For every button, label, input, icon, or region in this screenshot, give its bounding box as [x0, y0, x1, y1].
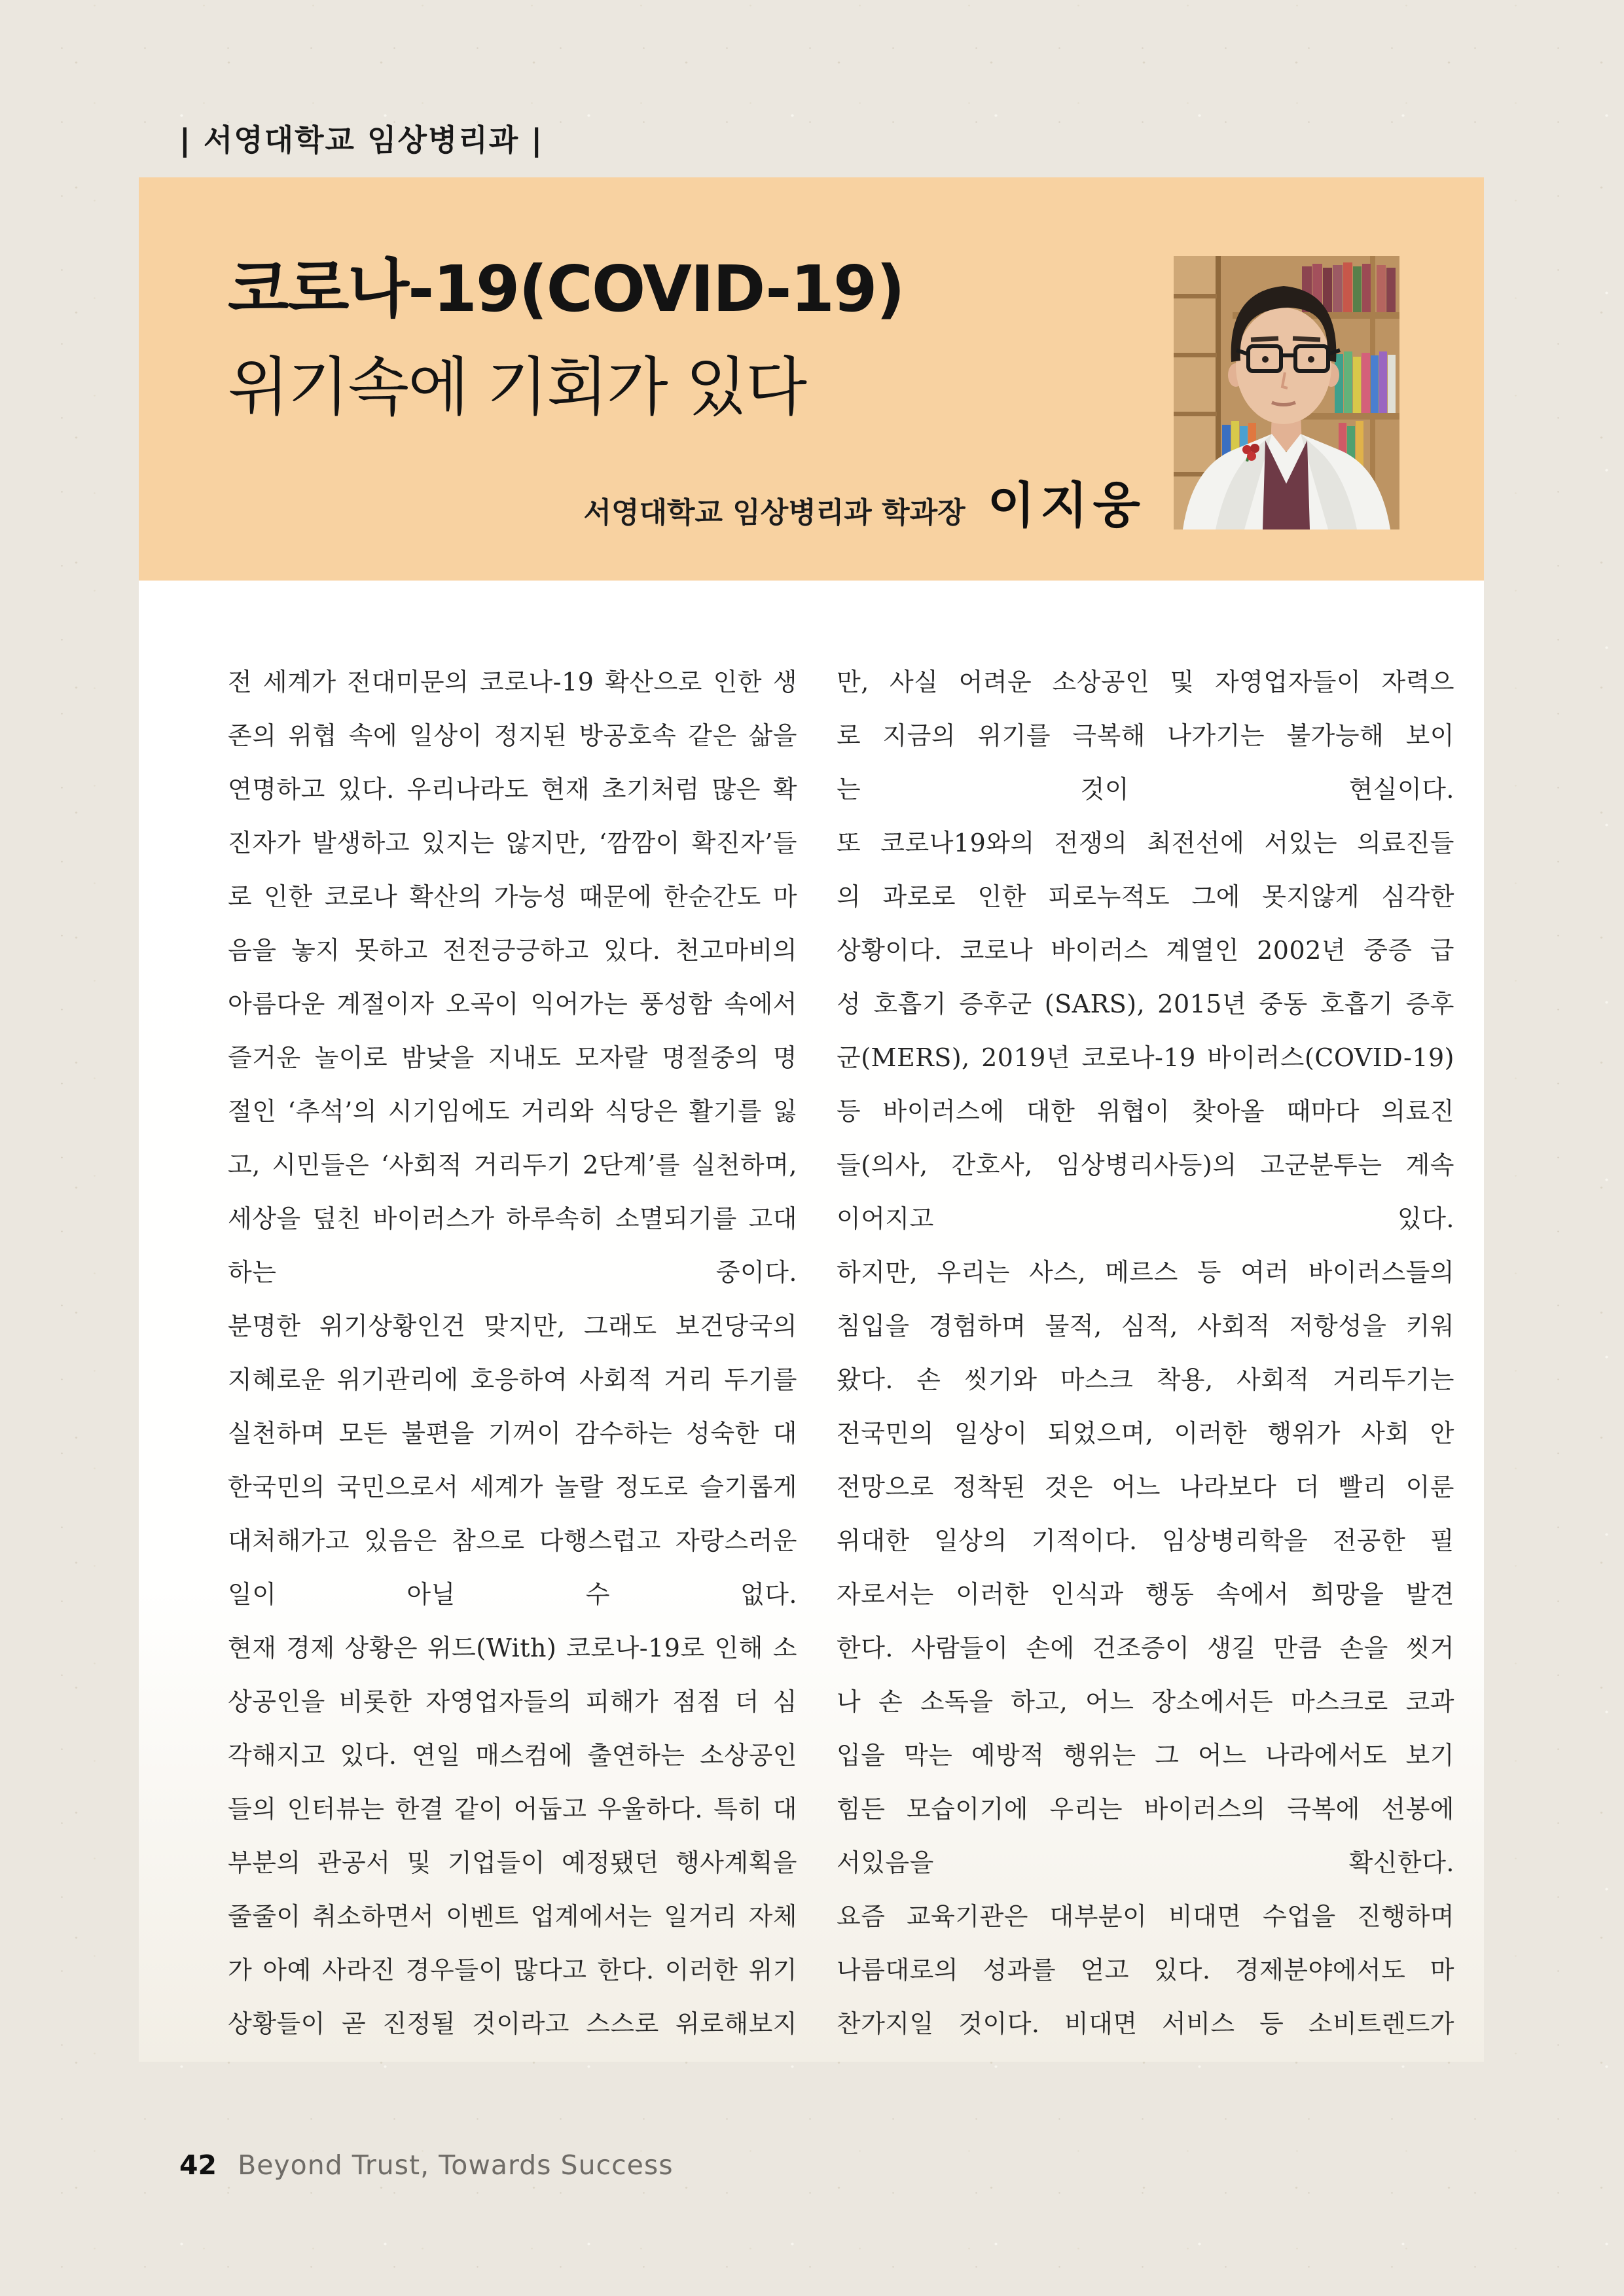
portrait-photo-illustration — [1174, 256, 1399, 529]
text-line: 절인 ‘추석’의 시기임에도 거리와 식당은 활기를 잃 — [228, 1097, 797, 1126]
text-line: 부분의 관공서 및 기업들이 예정됐던 행사계획을 — [228, 1848, 797, 1877]
text-line: 로 지금의 위기를 극복해 나가기는 불가능해 보이 — [837, 721, 1454, 750]
text-line: 존의 위협 속에 일상이 정지된 방공호속 같은 삶을 — [228, 721, 797, 750]
eye-left — [1262, 356, 1269, 363]
footer-tagline: Beyond Trust, Towards Success — [238, 2149, 674, 2181]
text-line: 위대한 일상의 기적이다. 임상병리학을 전공한 필 — [837, 1526, 1454, 1555]
text-line: 한다. 사람들이 손에 건조증이 생길 만큼 손을 씻거 — [837, 1634, 1454, 1662]
text-line: 침입을 경험하며 물적, 심적, 사회적 저항성을 키워 — [837, 1312, 1454, 1340]
text-line: 나 손 소독을 하고, 어느 장소에서든 마스크로 코과 — [837, 1687, 1454, 1716]
text-line: 아름다운 계절이자 오곡이 익어가는 풍성함 속에서 — [228, 990, 797, 1018]
text-line: 힘든 모습이기에 우리는 바이러스의 극복에 선봉에 — [837, 1795, 1454, 1823]
text-line: 분명한 위기상황인건 맞지만, 그래도 보건당국의 — [228, 1312, 797, 1340]
text-line: 찬가지일 것이다. 비대면 서비스 등 소비트렌드가 — [837, 2009, 1454, 2038]
text-line: 왔다. 손 씻기와 마스크 착용, 사회적 거리두기는 — [837, 1365, 1454, 1394]
text-line: 일이 아닐 수 없다. — [228, 1580, 797, 1609]
page-footer — [179, 2149, 674, 2181]
article-title-line1: 코로나-19(COVID-19) — [228, 252, 904, 326]
text-line: 세상을 덮친 바이러스가 하루속히 소멸되기를 고대 — [228, 1204, 797, 1233]
text-line: 실천하며 모든 불편을 기꺼이 감수하는 성숙한 대 — [228, 1419, 797, 1448]
page-number: 42 — [179, 2149, 217, 2181]
text-line: 이어지고 있다. — [837, 1204, 1454, 1233]
text-line: 전국민의 일상이 되었으며, 이러한 행위가 사회 안 — [837, 1419, 1454, 1448]
text-line: 음을 놓지 못하고 전전긍긍하고 있다. 천고마비의 — [228, 936, 797, 965]
department-tag: | 서영대학교 임상병리과 | — [179, 122, 544, 158]
text-line: 대처해가고 있음은 참으로 다행스럽고 자랑스러운 — [228, 1526, 797, 1555]
text-line: 군(MERS), 2019년 코로나-19 바이러스(COVID-19) — [837, 1043, 1454, 1072]
article-column-left — [228, 655, 797, 2051]
article-column-right — [837, 655, 1454, 2051]
text-line: 만, 사실 어려운 소상공인 및 자영업자들이 자력으 — [837, 668, 1454, 696]
text-line: 로 인한 코로나 확산의 가능성 때문에 한순간도 마 — [228, 882, 797, 911]
text-line: 즐거운 놀이로 밤낮을 지내도 모자랄 명절중의 명 — [228, 1043, 797, 1072]
text-line: 들의 인터뷰는 한결 같이 어둡고 우울하다. 특히 대 — [228, 1795, 797, 1823]
text-line: 연명하고 있다. 우리나라도 현재 초기처럼 많은 확 — [228, 775, 797, 804]
text-line: 의 과로로 인한 피로누적도 그에 못지않게 심각한 — [837, 882, 1454, 911]
portrait-photo — [1174, 256, 1399, 529]
text-line: 입을 막는 예방적 행위는 그 어느 나라에서도 보기 — [837, 1741, 1454, 1770]
text-line: 전망으로 정착된 것은 어느 나라보다 더 빨리 이룬 — [837, 1473, 1454, 1501]
eye-right — [1308, 356, 1314, 363]
text-line: 가 아예 사라진 경우들이 많다고 한다. 이러한 위기 — [228, 1956, 797, 1984]
article-title-line2: 위기속에 기회가 있다 — [228, 350, 806, 424]
byline-affiliation: 서영대학교 임상병리과 학과장 — [583, 496, 965, 529]
title-banner — [139, 177, 1484, 581]
text-line: 요즘 교육기관은 대부분이 비대면 수업을 진행하며 — [837, 1902, 1454, 1931]
text-line: 들(의사, 간호사, 임상병리사등)의 고군분투는 계속 — [837, 1151, 1454, 1179]
text-line: 진자가 발생하고 있지는 않지만, ‘깜깜이 확진자’들 — [228, 829, 797, 857]
text-line: 상공인을 비롯한 자영업자들의 피해가 점점 더 심 — [228, 1687, 797, 1716]
text-line: 각해지고 있다. 연일 매스컴에 출연하는 소상공인 — [228, 1741, 797, 1770]
byline-author-name: 이지웅 — [987, 476, 1146, 534]
text-line: 고, 시민들은 ‘사회적 거리두기 2단계’를 실천하며, — [228, 1151, 797, 1179]
text-line: 상황들이 곧 진정될 것이라고 스스로 위로해보지 — [228, 2009, 797, 2038]
text-line: 성 호흡기 증후군 (SARS), 2015년 중동 호흡기 증후 — [837, 990, 1454, 1018]
byline — [583, 467, 1146, 537]
text-line: 하지만, 우리는 사스, 메르스 등 여러 바이러스들의 — [837, 1258, 1454, 1287]
text-line: 나름대로의 성과를 얻고 있다. 경제분야에서도 마 — [837, 1956, 1454, 1984]
text-line: 는 것이 현실이다. — [837, 775, 1454, 804]
text-line: 상황이다. 코로나 바이러스 계열인 2002년 중증 급 — [837, 936, 1454, 965]
text-line: 한국민의 국민으로서 세계가 놀랄 정도로 슬기롭게 — [228, 1473, 797, 1501]
text-line: 줄줄이 취소하면서 이벤트 업계에서는 일거리 자체 — [228, 1902, 797, 1931]
text-line: 자로서는 이러한 인식과 행동 속에서 희망을 발견 — [837, 1580, 1454, 1609]
text-line: 지혜로운 위기관리에 호응하여 사회적 거리 두기를 — [228, 1365, 797, 1394]
text-line: 전 세계가 전대미문의 코로나-19 확산으로 인한 생 — [228, 668, 797, 696]
text-line: 하는 중이다. — [228, 1258, 797, 1287]
text-line: 또 코로나19와의 전쟁의 최전선에 서있는 의료진들 — [837, 829, 1454, 857]
article-title — [228, 240, 904, 437]
text-line: 서있음을 확신한다. — [837, 1848, 1454, 1877]
text-line: 등 바이러스에 대한 위협이 찾아올 때마다 의료진 — [837, 1097, 1454, 1126]
text-line: 현재 경제 상황은 위드(With) 코로나-19로 인해 소 — [228, 1634, 797, 1662]
